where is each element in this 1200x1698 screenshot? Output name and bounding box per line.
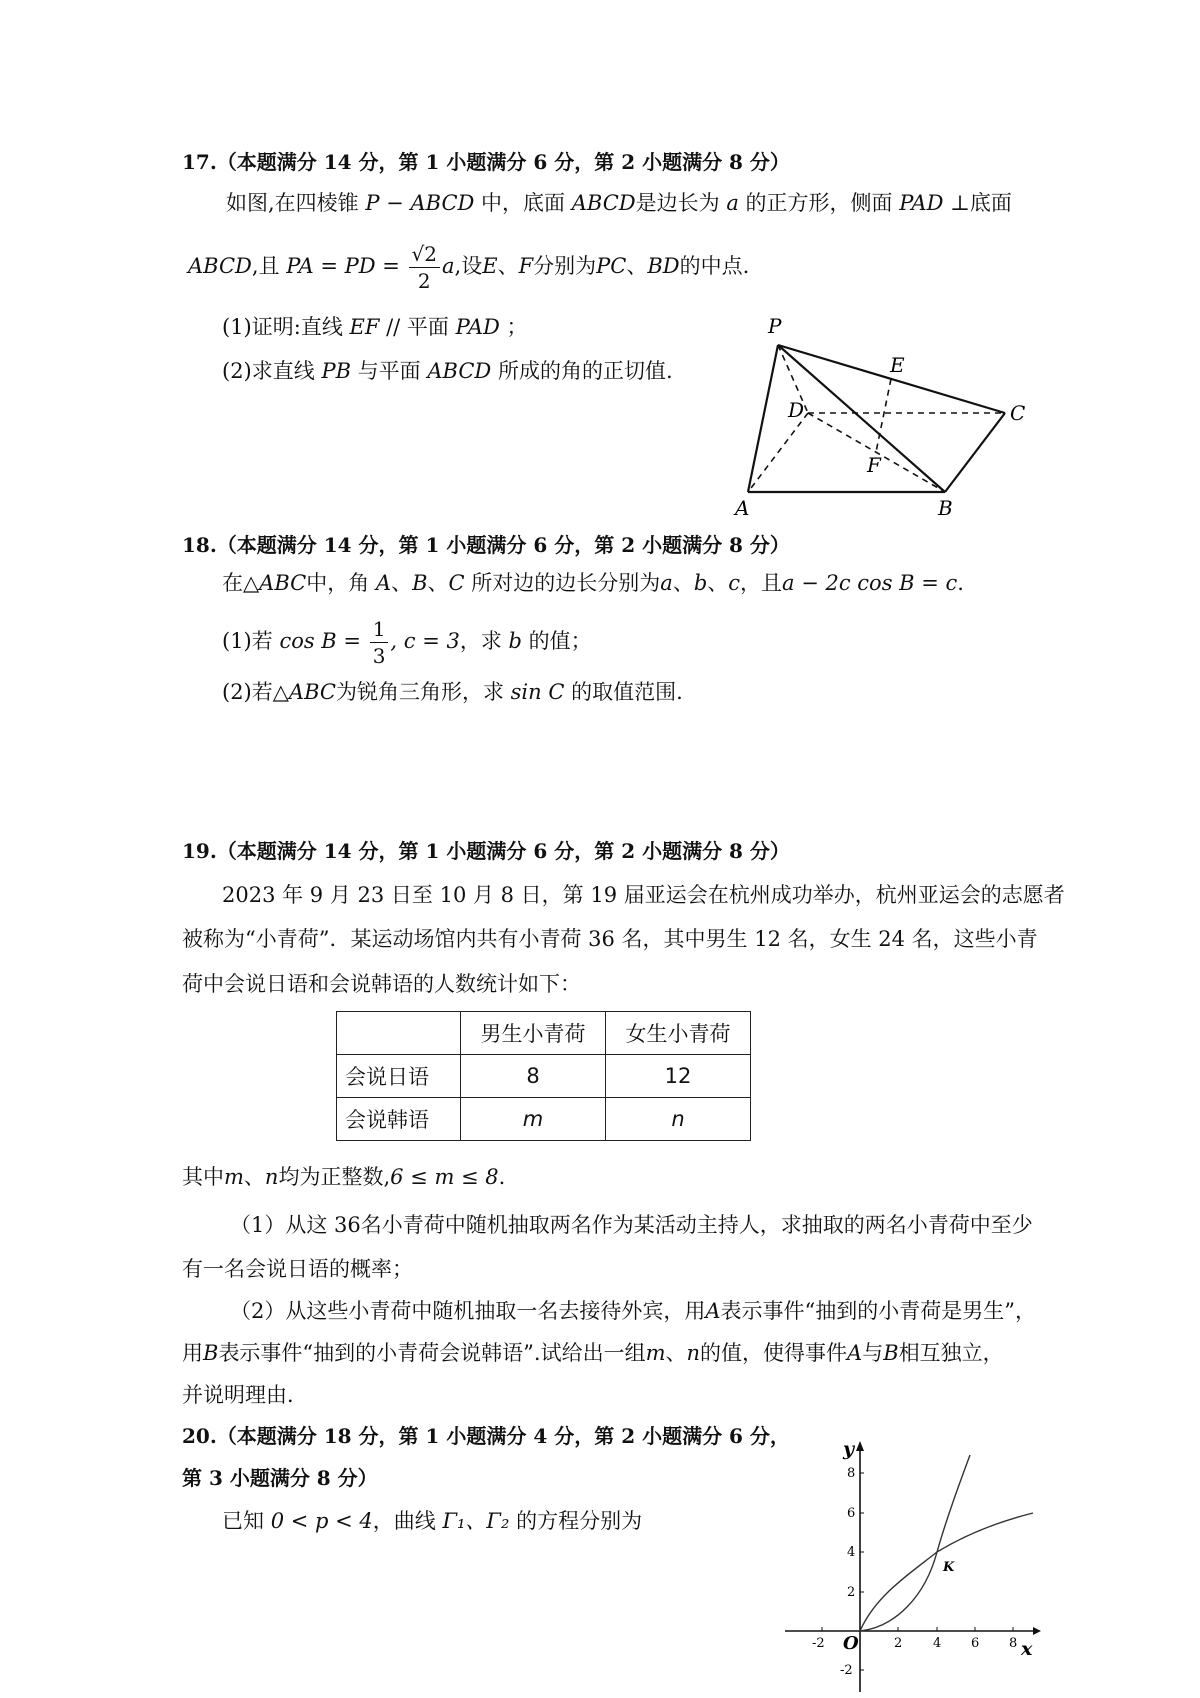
q18-text: ，求 — [459, 629, 502, 653]
q17-math: PB — [321, 359, 351, 383]
table-row — [337, 1098, 751, 1141]
q18-text: 所对边的边长分别为 — [471, 571, 661, 595]
q17-text: 底面 — [969, 191, 1012, 215]
table-cell: 会说日语 — [337, 1055, 461, 1098]
q18-text: 中，角 — [306, 571, 370, 595]
q19-condition — [182, 1163, 505, 1191]
q19-part2-line2 — [182, 1339, 1004, 1367]
q18-math: C — [448, 571, 465, 595]
table-header-cell: 女生小青荷 — [606, 1012, 751, 1055]
q18-math: sin C — [510, 680, 565, 704]
q17-text: 所成的角的正切值. — [497, 359, 673, 383]
edge-PA — [748, 345, 778, 492]
q19-paragraph-line1: 2023 年 9 月 23 日至 10 月 8 日，第 19 届亚运会在杭州成功举办，杭州亚运会的志愿者 — [222, 883, 1065, 907]
q18-math: b — [508, 629, 522, 653]
q17-math: F — [518, 254, 534, 278]
q19-text: 用 — [182, 1341, 203, 1365]
q19-math: m — [224, 1165, 244, 1189]
q20-text: 的方程分别为 — [516, 1509, 643, 1533]
q18-math: c — [728, 571, 741, 595]
q20-stem — [222, 1507, 642, 1535]
q20-math: 0 < p < 4 — [270, 1509, 373, 1533]
q18-text: 为锐角三角形，求 — [335, 680, 504, 704]
q18-math: b — [693, 571, 708, 595]
table-cell: m — [461, 1098, 606, 1141]
q18-text: 的取值范围. — [571, 680, 683, 704]
q19-text: 与 — [862, 1341, 884, 1365]
q18-math: ABC — [259, 571, 307, 595]
y-tick-label: 4 — [847, 1545, 856, 1560]
q20-graph — [775, 1437, 1045, 1695]
fraction-numerator: 1 — [370, 616, 389, 643]
table-cell: 8 — [461, 1055, 606, 1098]
q17-math: ABCD — [427, 359, 492, 383]
q17-math: E — [482, 254, 498, 278]
x-tick-label: 4 — [933, 1636, 942, 1651]
q17-text: 的中点. — [679, 254, 750, 278]
q19-part2-line3: 并说明理由． — [182, 1383, 308, 1407]
x-tick-label: 6 — [971, 1636, 980, 1651]
q17-math: a — [726, 191, 739, 215]
q17-text: ,设 — [454, 254, 483, 278]
q18-text: 、 — [427, 571, 449, 595]
q18-text: 、 — [672, 571, 694, 595]
q19-paragraph-line3: 荷中会说日语和会说韩语的人数统计如下： — [182, 972, 581, 996]
origin-label: O — [843, 1633, 859, 1654]
q17-math: PAD ⊥ — [899, 191, 970, 215]
table-cell: 12 — [606, 1055, 751, 1098]
table-row — [337, 1055, 751, 1098]
label-D: D — [788, 398, 805, 422]
q17-text: (2)求直线 — [222, 359, 315, 383]
q17-text: 是边长为 — [635, 191, 720, 215]
q17-stem-line1 — [226, 189, 1012, 217]
y-tick-label: 8 — [847, 1466, 856, 1481]
q19-math: 6 ≤ m ≤ 8 — [390, 1165, 499, 1189]
q17-fraction — [409, 241, 440, 294]
x-axis-arrow-icon — [1033, 1627, 1041, 1635]
q18-math: ABC — [288, 680, 336, 704]
q17-text: 中，底面 — [481, 191, 566, 215]
q18-math: B — [412, 571, 428, 595]
q17-text: ,且 — [251, 254, 280, 278]
q17-text: (1)证明:直线 — [222, 315, 343, 339]
y-tick-label: -2 — [840, 1663, 853, 1678]
q17-text: 如图,在四棱锥 — [226, 191, 359, 215]
q17-math: P − ABCD — [365, 191, 475, 215]
fraction-numerator: √2 — [409, 241, 440, 268]
q18-math: cos B = — [279, 629, 361, 653]
x-tick-label: 2 — [894, 1636, 903, 1651]
fraction-denominator: 3 — [372, 644, 386, 668]
q18-text: . — [957, 571, 964, 595]
q18-stem — [222, 569, 964, 597]
q19-part1-line1: （1）从这 36名小青荷中随机抽取两名作为某活动主持人，求抽取的两名小青荷中至少 — [230, 1213, 1033, 1237]
q19-header: 19.（本题满分 14 分，第 1 小题满分 6 分，第 2 小题满分 8 分） — [182, 839, 790, 863]
q17-text: 与平面 — [357, 359, 421, 383]
q17-math: EF — [349, 315, 380, 339]
q19-math: n — [686, 1341, 701, 1365]
q20-text: ，曲线 — [372, 1509, 436, 1533]
table-row — [337, 1012, 751, 1055]
y-axis-arrow-icon — [856, 1441, 864, 1451]
q17-text: 的正方形，侧面 — [745, 191, 893, 215]
q17-header: 17.（本题满分 14 分，第 1 小题满分 6 分，第 2 小题满分 8 分） — [182, 150, 790, 174]
q19-text: 均为正整数, — [278, 1165, 391, 1189]
q19-text: 、 — [665, 1341, 687, 1365]
q18-text: 、 — [391, 571, 413, 595]
y-tick-label: 2 — [847, 1585, 856, 1600]
q18-fraction — [370, 616, 389, 669]
q19-math: A — [847, 1341, 863, 1365]
q19-part2-line1 — [230, 1297, 1036, 1325]
q19-text: （2）从这些小青荷中随机抽取一名去接待外宾，用 — [230, 1299, 706, 1323]
q17-math: PC — [596, 254, 627, 278]
table-cell: 会说韩语 — [337, 1098, 461, 1141]
label-F: F — [867, 453, 881, 477]
q17-part1 — [222, 313, 528, 341]
q19-math: A — [705, 1299, 721, 1323]
q17-math: ABCD — [188, 254, 252, 278]
q18-text: (2)若△ — [222, 680, 289, 704]
label-C: C — [1010, 401, 1026, 425]
q17-math: PA = PD = — [286, 254, 400, 278]
label-B: B — [938, 496, 953, 520]
x-tick-label: -2 — [812, 1636, 825, 1651]
q17-text: ； — [506, 315, 528, 339]
q19-text: 的值，使得事件 — [700, 1341, 848, 1365]
y-tick-label: 6 — [847, 1506, 856, 1521]
q18-part1 — [222, 613, 592, 669]
x-axis-label: x — [1021, 1638, 1033, 1660]
q18-text: 的值； — [528, 629, 592, 653]
pyramid-figure — [730, 315, 1050, 525]
q17-math: ABCD — [571, 191, 636, 215]
label-A: A — [735, 496, 750, 520]
q19-text: 表示事件“抽到的小青荷是男生”， — [720, 1299, 1037, 1323]
q19-math: m — [645, 1341, 666, 1365]
table-header-cell: 男生小青荷 — [461, 1012, 606, 1055]
q17-stem-line2 — [188, 238, 749, 294]
q17-math: PAD — [455, 315, 500, 339]
q20-header-line2: 第 3 小题满分 8 分） — [182, 1466, 378, 1490]
q19-text: . — [498, 1165, 506, 1189]
point-K-label: K — [943, 1560, 955, 1575]
q19-stats-table — [336, 1011, 751, 1141]
q19-math: n — [264, 1165, 279, 1189]
y-axis-label: y — [843, 1438, 855, 1460]
q18-math: , c = 3 — [390, 629, 460, 653]
q18-math: A — [375, 571, 392, 595]
q20-text: 已知 — [222, 1509, 264, 1533]
q20-math: Γ₁、Γ₂ — [442, 1509, 510, 1533]
q20-header-line1: 20.（本题满分 18 分，第 1 小题满分 4 分，第 2 小题满分 6 分， — [182, 1424, 790, 1448]
q18-text: 在△ — [222, 571, 260, 595]
label-E: E — [890, 353, 905, 377]
q19-math: B — [883, 1341, 899, 1365]
q17-text: 、 — [497, 254, 519, 278]
q19-text: 、 — [243, 1165, 265, 1189]
table-cell: n — [606, 1098, 751, 1141]
x-tick-label: 8 — [1009, 1636, 1018, 1651]
edge-BC — [945, 413, 1005, 492]
q18-math: a − 2c cos B = c — [782, 571, 958, 595]
q17-text: 分别为 — [533, 254, 597, 278]
q18-part2 — [222, 678, 683, 706]
q18-math: a — [660, 571, 673, 595]
q19-part1-line2: 有一名会说日语的概率； — [182, 1257, 413, 1281]
q19-paragraph-line2: 被称为“小青荷”．某运动场馆内共有小青荷 36 名，其中男生 12 名，女生 24 名，这些小青 — [182, 927, 1038, 951]
label-P: P — [768, 315, 782, 338]
q19-text: 表示事件“抽到的小青荷会说韩语”.试给出一组 — [218, 1341, 646, 1365]
q19-text: 相互独立， — [898, 1341, 1004, 1365]
q17-text: // 平面 — [386, 315, 449, 339]
q18-text: (1)若 — [222, 629, 273, 653]
q18-text: ，且 — [740, 571, 783, 595]
fraction-denominator: 2 — [417, 269, 431, 293]
q17-part2 — [222, 357, 673, 385]
q19-math: B — [203, 1341, 219, 1365]
table-header-cell — [337, 1012, 461, 1055]
q17-text: 、 — [626, 254, 648, 278]
q18-header: 18.（本题满分 14 分，第 1 小题满分 6 分，第 2 小题满分 8 分） — [182, 533, 790, 557]
q17-math: a — [442, 254, 455, 278]
q17-math: BD — [647, 254, 680, 278]
q18-text: 、 — [707, 571, 729, 595]
q19-text: 其中 — [182, 1165, 224, 1189]
